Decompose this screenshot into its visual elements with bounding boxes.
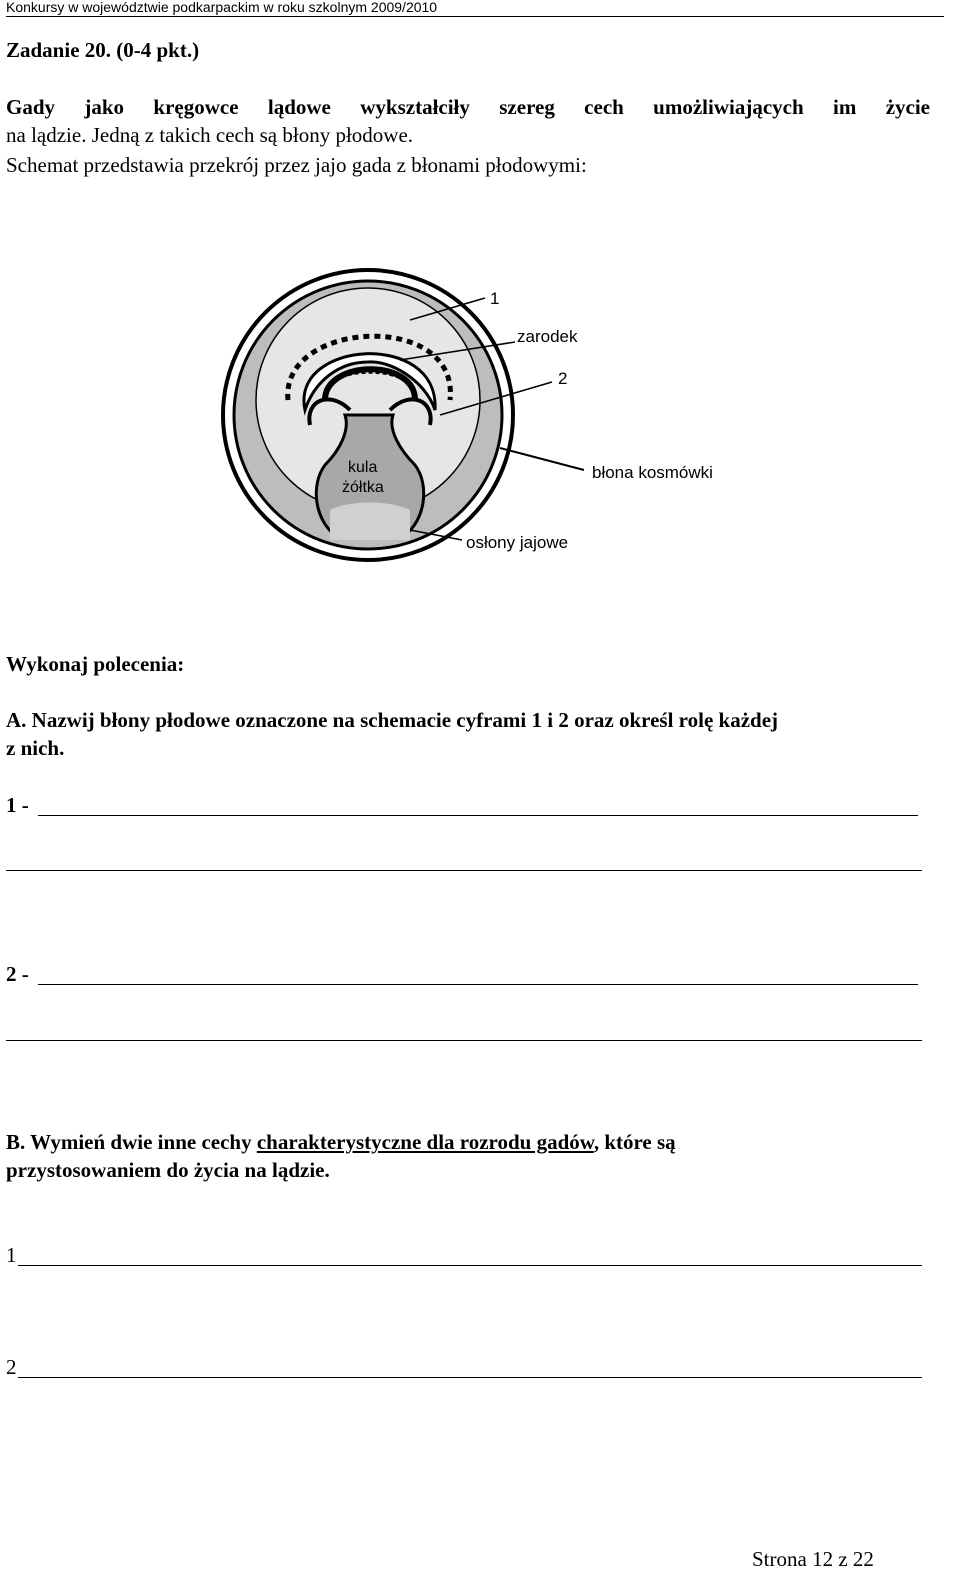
part-b-suffix: , które są [593,1130,676,1154]
part-b-line-2: przystosowaniem do życia na lądzie. [6,1158,330,1182]
label-2: 2 [558,369,568,388]
part-b-line-1 [6,1128,676,1156]
part-b-prefix: B. Wymień dwie inne cechy [6,1130,257,1154]
answer-b1-label: 1 [6,1243,17,1267]
answer-b2-line[interactable] [18,1377,922,1378]
answer-b1-line[interactable] [18,1265,922,1266]
answer-a2-label: 2 - [6,962,29,986]
label-blona-kosmowki: błona kosmówki [592,463,713,482]
yolk-base [330,503,410,541]
intro-line-3: Schemat przedstawia przekrój przez jajo gada z błonami płodowymi: [6,153,587,177]
label-oslony-jajowe: osłony jajowe [466,533,569,552]
answer-a1-line-2[interactable] [6,870,922,871]
instructions-heading: Wykonaj polecenia: [6,652,185,676]
answer-a1-label: 1 - [6,793,29,817]
task-title: Zadanie 20. (0-4 pkt.) [6,38,200,62]
answer-a2-line-2[interactable] [6,1040,922,1041]
header-text: Konkursy w województwie podkarpackim w roku szkolnym 2009/2010 [6,0,438,15]
answer-a2-line[interactable] [38,984,918,985]
egg-diagram [210,250,770,570]
label-zarodek: zarodek [517,327,578,346]
leader-blona [500,448,584,470]
part-b-underlined: charakterystyczne dla rozrodu gadów [256,1130,594,1154]
intro-line-2: na lądzie. Jedną z takich cech są błony płodowe. [6,123,414,147]
part-a-line-1: A. Nazwij błony płodowe oznaczone na schemacie cyframi 1 i 2 oraz określ rolę każdej [6,708,779,732]
intro-line-1: Gady jako kręgowce lądowe wykształciły szereg cech umożliwiających im życie [6,95,930,119]
label-1: 1 [490,289,500,308]
answer-b2-label: 2 [6,1355,17,1379]
part-a-line-2: z nich. [6,736,65,760]
page-header [6,0,944,17]
label-zoltka: żółtka [342,479,384,496]
label-kula: kula [348,459,378,476]
page-number: Strona 12 z 22 [752,1547,874,1571]
answer-a1-line[interactable] [38,815,918,816]
